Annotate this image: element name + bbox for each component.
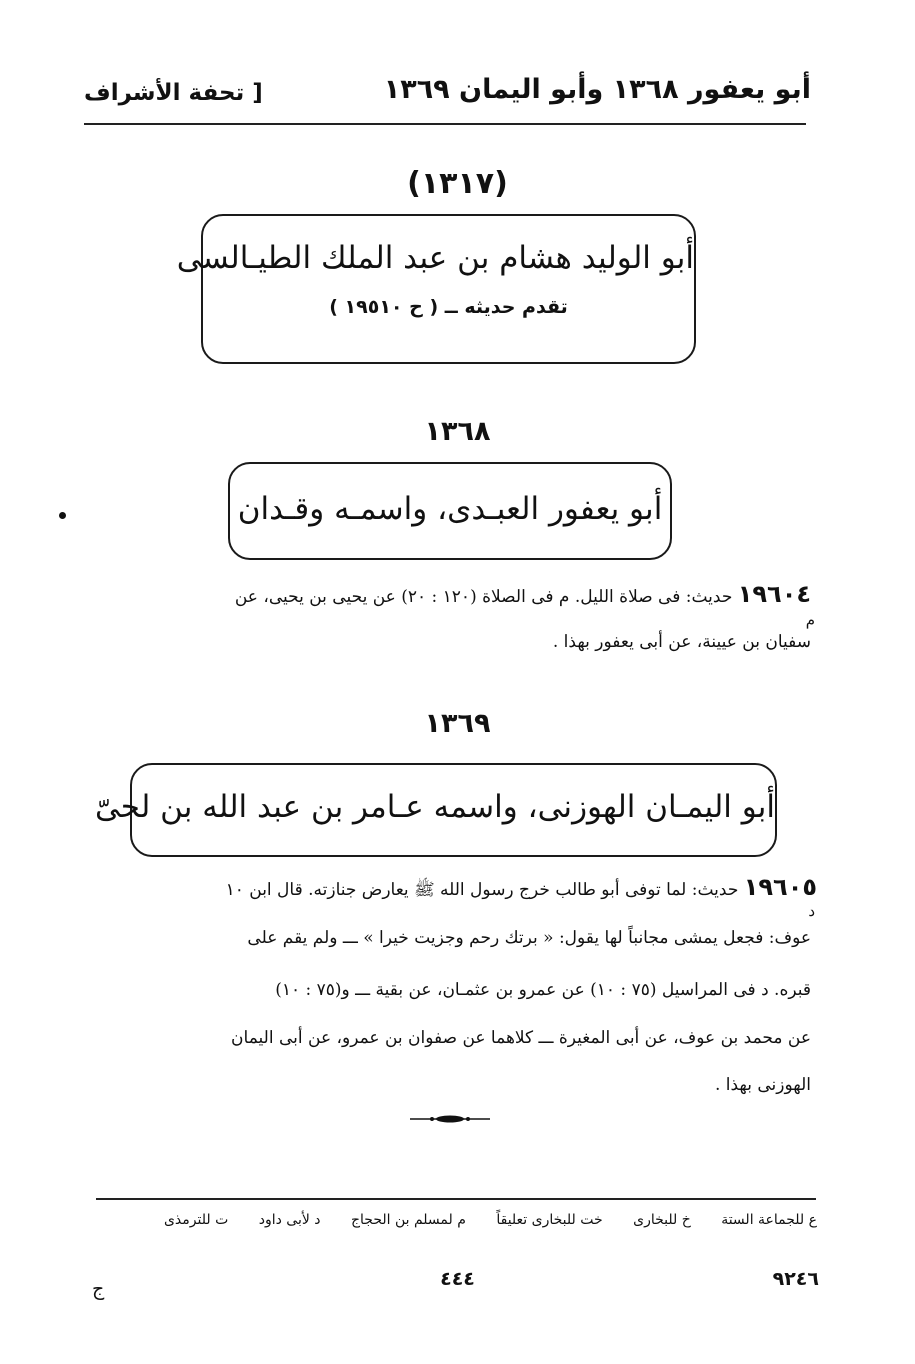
abbrev-item: د لأبى داود [258,1212,321,1228]
abbreviation-key [138,1212,817,1228]
abbrev-item: خت للبخارى تعليقاً [496,1212,603,1228]
footer-rule [96,1198,816,1200]
entry-19605-line-2: عوف: فجعل يمشى مجانباً لها يقول: « برتك رحم وجزيت خيرا » ـــ ولم يقم على [247,928,811,948]
section-title-1368: أبو يعفور العبـدى، واسمـه وقـدان [237,491,663,527]
running-header-book: [ تحفة الأشراف [84,80,263,106]
abbrev-item: ت للترمذى [163,1212,229,1228]
abbrev-item: م لمسلم بن الحجاج [350,1212,466,1228]
entry-19604-marker: م [805,611,815,629]
entry-19604-line-1 [235,580,811,608]
entry-number: ١٩٦٠٤ [737,580,811,608]
entry-text: حديث: فى صلاة الليل. م فى الصلاة (١٢٠ : ٢٠) عن يحيى بن يحيى، عن [234,587,733,607]
entry-19605-marker: د [808,902,815,920]
entry-19605-line-1 [226,873,817,904]
section-number-1369: ١٣٦٩ [424,708,491,739]
section-number-1317: (١٣١٧) [407,166,508,201]
section-box-1369 [94,763,777,857]
section-subtitle-1317: تقدم حديثه ــ ( ح ١٩٥١٠ ) [329,296,568,318]
section-number-1368: ١٣٦٨ [424,416,491,447]
section-title-1369: أبو اليمـان الهوزنى، واسمه عـامر بن عبد الله بن لحىّ [94,789,775,825]
page-number: ٤٤٤ [440,1268,475,1290]
abbrev-item: خ للبخارى [633,1212,691,1228]
hadith-running-number: ٩٢٤٦ [772,1268,819,1290]
entry-text: حديث: لما توفى أبو طالب خرج رسول الله ﷺ يعارض جنازته. قال ابن ١٠ [225,880,739,900]
section-box-1368 [228,462,672,560]
entry-19605-line-3: قبره. د فى المراسيل (٧٥ : ١٠) عن عمرو بن عثمـان، عن بقية ـــ و(٧٥ : ١٠) [275,980,811,1000]
entry-number: ١٩٦٠٥ [743,873,817,901]
header-rule [84,123,806,125]
entry-19605-line-5: الهوزنى بهذا . [714,1075,811,1095]
section-title-1317: أبو الوليد هشام بن عبد الملك الطيـالسى [176,240,694,276]
entry-19604-line-2: سفيان بن عيينة، عن أبى يعفور بهذا . [552,632,811,652]
entry-19605-line-4: عن محمد بن عوف، عن أبى المغيرة ـــ كلاهما عن صفوان بن عمرو، عن أبى اليمان [231,1028,811,1048]
section-end-ornament [410,1115,490,1123]
section-box-1317 [176,214,696,364]
abbrev-item: ع للجماعة الستة [721,1212,817,1228]
volume-mark: ج [92,1278,105,1300]
running-header-title: أبو يعفور ١٣٦٨ وأبو اليمان ١٣٦٩ [383,74,811,105]
margin-dot [59,512,66,519]
